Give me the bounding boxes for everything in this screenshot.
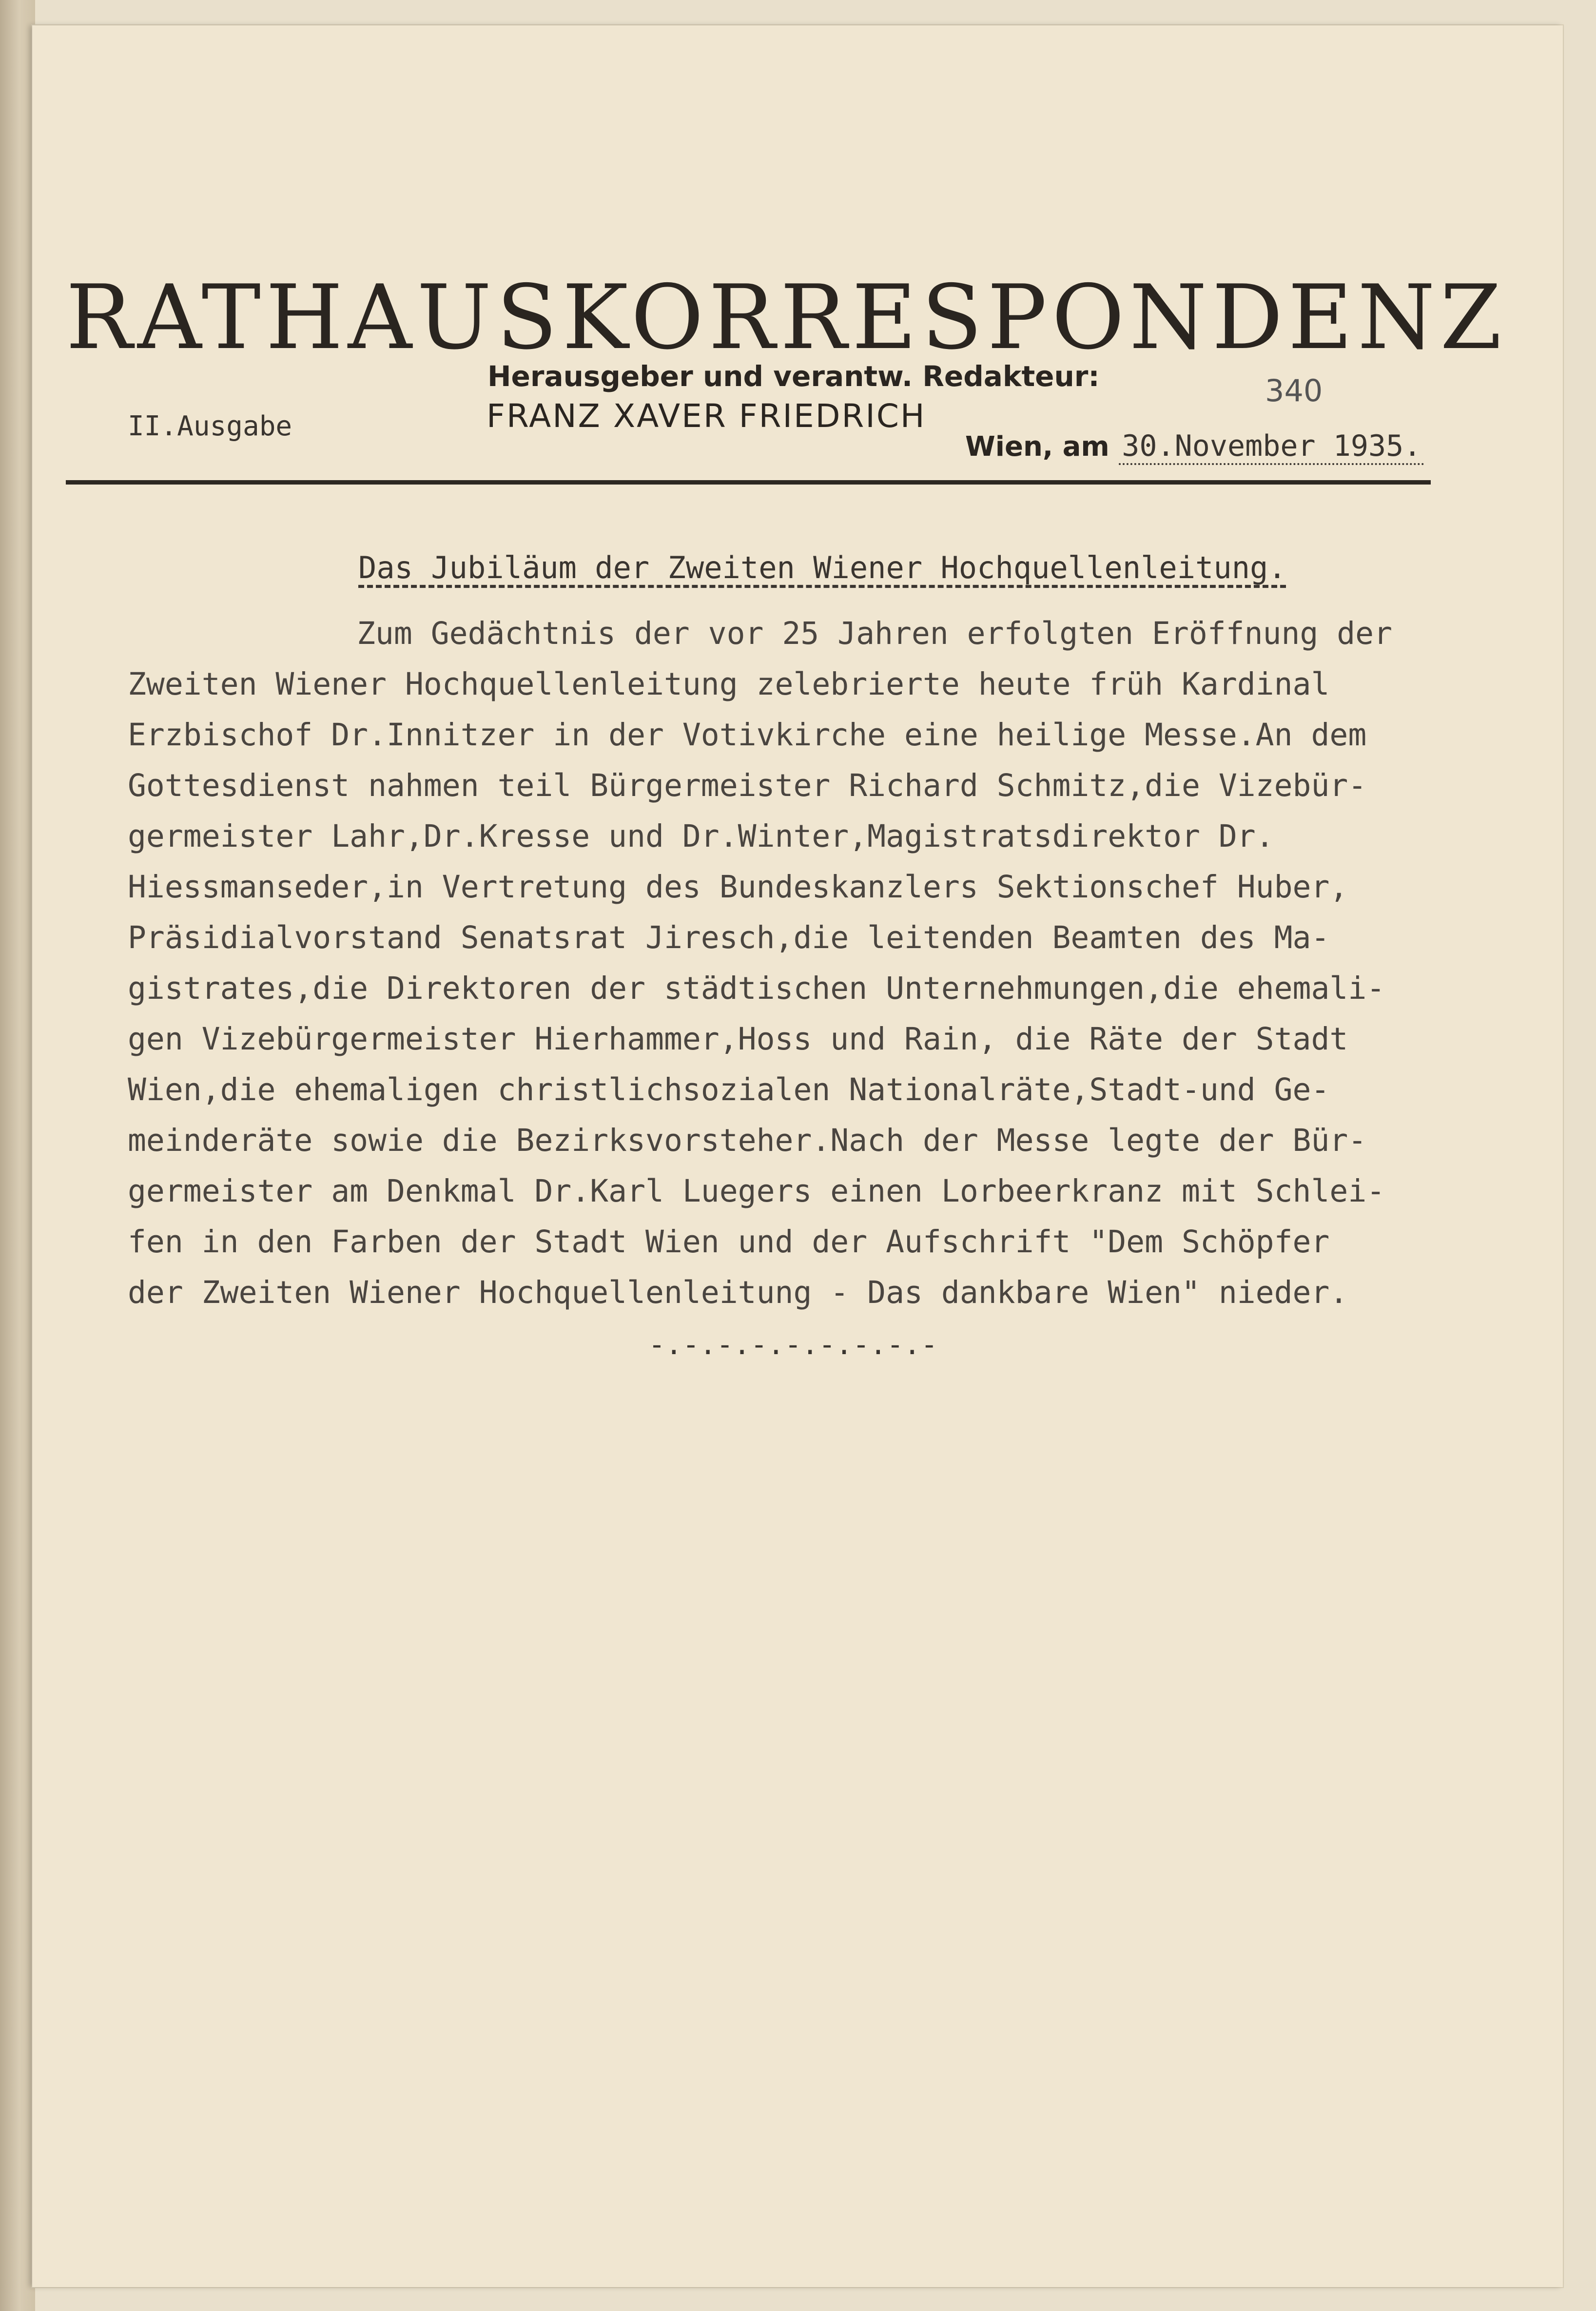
article-line: Erzbischof Dr.Innitzer in der Votivkirche eine heilige Messe.An dem bbox=[128, 717, 1367, 753]
article-line: Hiessmanseder,in Vertretung des Bundeskanzlers Sektionschef Huber, bbox=[128, 869, 1348, 905]
publisher-label: Herausgeber und verantw. Redakteur: bbox=[487, 360, 1100, 393]
article-line: gen Vizebürgermeister Hierhammer,Hoss und Rain, die Räte der Stadt bbox=[128, 1021, 1348, 1057]
article-line: Präsidialvorstand Senatsrat Jiresch,die leitenden Beamten des Ma- bbox=[128, 920, 1330, 955]
edition-label: II.Ausgabe bbox=[128, 410, 292, 442]
article-line: germeister am Denkmal Dr.Karl Luegers einen Lorbeerkranz mit Schlei- bbox=[128, 1173, 1385, 1209]
editor-name: FRANZ XAVER FRIEDRICH bbox=[487, 397, 926, 435]
article-line: Zweiten Wiener Hochquellenleitung zelebrierte heute früh Kardinal bbox=[128, 666, 1330, 702]
article-line: Wien,die ehemaligen christlichsozialen Nationalräte,Stadt-und Ge- bbox=[128, 1072, 1330, 1107]
masthead-title: RATHAUSKORRESPONDENZ bbox=[66, 266, 1507, 369]
page-number: 340 bbox=[1265, 373, 1323, 408]
adjacent-page-edge bbox=[0, 0, 35, 2311]
article-line: der Zweiten Wiener Hochquellenleitung - Das dankbare Wien" nieder. bbox=[128, 1275, 1348, 1310]
date-value: 30.November 1935. bbox=[1119, 429, 1424, 465]
masthead-rule bbox=[66, 480, 1431, 485]
end-separator: -.-.-.-.-.-.-.-.- bbox=[648, 1328, 938, 1361]
article-headline: Das Jubiläum der Zweiten Wiener Hochquellenleitung. bbox=[358, 550, 1286, 585]
article-line: gistrates,die Direktoren der städtischen Unternehmungen,die ehemali- bbox=[128, 971, 1385, 1006]
date-line bbox=[965, 429, 1424, 463]
article-line: fen in den Farben der Stadt Wien und der Aufschrift "Dem Schöpfer bbox=[128, 1224, 1330, 1260]
article-line: Gottesdienst nahmen teil Bürgermeister Richard Schmitz,die Vizebür- bbox=[128, 768, 1367, 803]
article-line: germeister Lahr,Dr.Kresse und Dr.Winter,Magistratsdirektor Dr. bbox=[128, 818, 1274, 854]
article-line: meinderäte sowie die Bezirksvorsteher.Nach der Messe legte der Bür- bbox=[128, 1123, 1367, 1158]
article-body bbox=[128, 608, 1483, 1318]
date-prefix: Wien, am bbox=[965, 431, 1109, 463]
article-line: Zum Gedächtnis der vor 25 Jahren erfolgten Eröffnung der bbox=[357, 616, 1393, 651]
